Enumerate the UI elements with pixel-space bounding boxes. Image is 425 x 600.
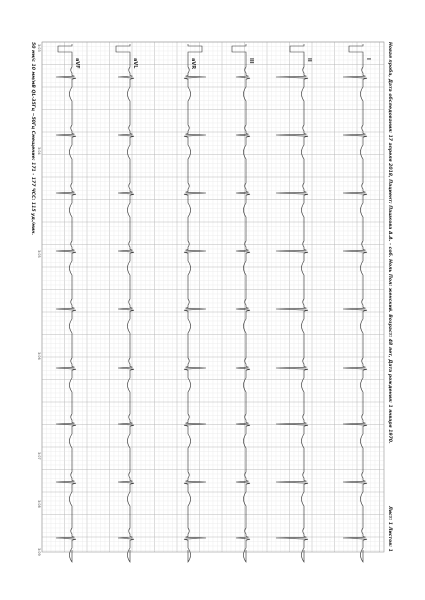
lead-label: III bbox=[248, 58, 254, 64]
ecg-lead-trace bbox=[343, 54, 367, 562]
lead-label: aVL bbox=[132, 58, 138, 69]
calibration-pulse bbox=[349, 44, 363, 54]
time-mark: 3:06 bbox=[37, 352, 41, 360]
ecg-lead-trace bbox=[276, 54, 308, 562]
time-mark: 3:05 bbox=[37, 250, 41, 258]
lead-label: I bbox=[365, 58, 371, 60]
time-mark: 3:04 bbox=[37, 147, 41, 155]
ecg-grid bbox=[42, 42, 384, 552]
lead-label: aVR bbox=[190, 58, 196, 70]
calibration-pulse bbox=[290, 44, 304, 54]
recording-settings-text: 50 мм/с 10 мм/мВ QL-35Гц ~50Гц Смещение: 171 - 177 ЧСС: 115 уд./мин. bbox=[30, 42, 35, 236]
patient-header-text: Новая проба, Дата обследования: 17 апреля 2018, Пациент: Пашкова А.А. - соб. Ноль Пол: женский. Возраст: 48 лет, Дата рождения: 1 января 1970. bbox=[387, 42, 392, 444]
ecg-lead-trace bbox=[56, 54, 76, 562]
lead-label: aVF bbox=[74, 58, 80, 69]
calibration-pulse bbox=[232, 44, 246, 54]
ecg-lead-trace bbox=[236, 54, 250, 562]
ecg-lead-trace bbox=[118, 54, 134, 562]
page-number-text: Лист: 1 Листов: 1 bbox=[387, 506, 392, 552]
time-mark: 3:08 bbox=[37, 500, 41, 508]
time-mark: 3:07 bbox=[37, 452, 41, 460]
time-mark: 3:03 bbox=[37, 44, 41, 52]
time-mark: 3:09 bbox=[37, 548, 41, 556]
lead-label: II bbox=[306, 58, 312, 62]
